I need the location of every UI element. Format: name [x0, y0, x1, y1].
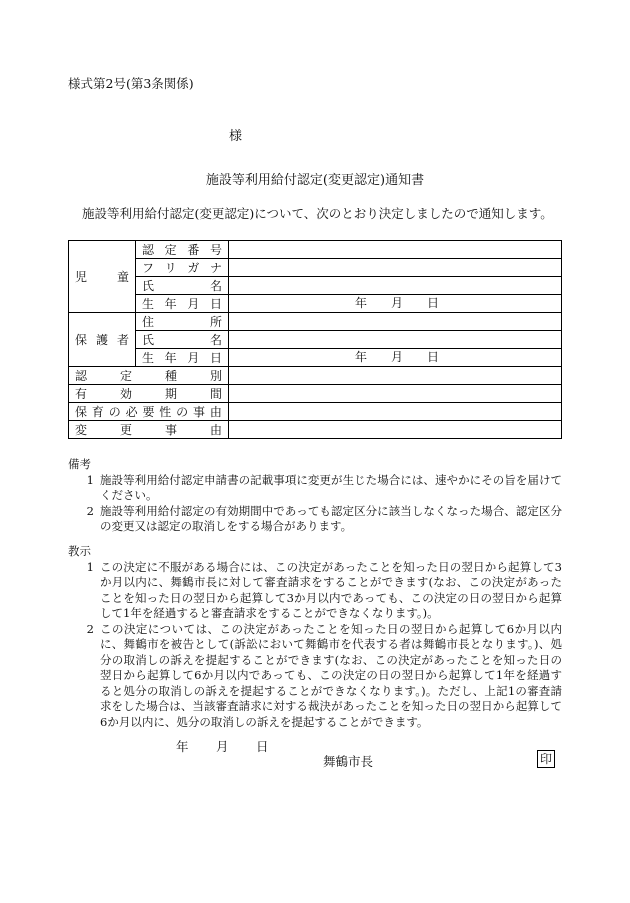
seal-stamp: 印 [537, 750, 555, 768]
row-label-guardian-name: 氏 名 [136, 331, 229, 349]
value-address [229, 313, 562, 331]
row-label-child-name: 氏 名 [136, 277, 229, 295]
value-furigana [229, 259, 562, 277]
table-row [69, 277, 562, 295]
issuer-name: 舞鶴市長 [323, 754, 374, 769]
issue-date: 年 月 日 [176, 739, 269, 754]
value-valid-period [229, 385, 562, 403]
row-label-furigana: フ リ ガ ナ [136, 259, 229, 277]
row-label-cert-type: 認 定 種 別 [69, 367, 229, 385]
list-item: 2 この決定については、この決定があったことを知った日の翌日から起算して6か月以内に、舞鶴市を被告として(訴訟において舞鶴市を代表する者は舞鶴市長となります。)、処分の取消しの訴えを提起することができます(なお、この決定があったことを知った日の翌日から起算して6か月以内であっても、この決定の日の翌日から起算して1年を経過すると処分の取消しの訴えを提起することができなくなります。)。ただし、上記1の審査請求をした場合は、当該審査請求に対する裁決があったことを知った日の翌日から起算して6か月以内に、処分の取消しの訴えを提起することができます。 [86, 621, 562, 729]
value-childcare-reason [229, 403, 562, 421]
row-label-childcare-reason: 保 育 の 必 要 性 の 事 由 [69, 403, 229, 421]
table-row [69, 259, 562, 277]
table-row [69, 313, 562, 331]
notice-section [68, 544, 562, 730]
list-item: 1 この決定に不服がある場合には、この決定があったことを知った日の翌日から起算して3か月以内に、舞鶴市長に対して審査請求をすることができます(なお、この決定があったことを知った日の翌日から起算して3か月以内であっても、この決定の日の翌日から起算して1年を経過すると審査請求をすることができなくなります。)。 [86, 559, 562, 620]
table-row [69, 295, 562, 313]
value-cert-type [229, 367, 562, 385]
table-row [69, 403, 562, 421]
table-row [69, 385, 562, 403]
value-change-reason [229, 421, 562, 439]
value-child-birthdate: 年 月 日 [229, 295, 562, 313]
form-number: 様式第2号(第3条関係) [68, 76, 194, 91]
row-label-change-reason: 変 更 事 由 [69, 421, 229, 439]
remarks-section [68, 457, 562, 535]
remarks-heading: 備考 [68, 457, 91, 471]
group-label-guardian: 保 護 者 [69, 313, 136, 367]
value-child-name [229, 277, 562, 295]
row-label-cert-number: 認 定 番 号 [136, 241, 229, 259]
lead-text: 施設等利用給付認定(変更認定)について、次のとおり決定しましたので通知します。 [82, 206, 553, 221]
value-guardian-birthdate: 年 月 日 [229, 349, 562, 367]
table-row [69, 331, 562, 349]
group-label-child: 児 童 [69, 241, 136, 313]
row-label-address: 住 所 [136, 313, 229, 331]
notification-table [68, 240, 562, 439]
notice-heading: 教示 [68, 544, 91, 558]
addressee-suffix: 様 [229, 129, 243, 144]
list-item: 2 施設等利用給付認定の有効期間中であっても認定区分に該当しなくなった場合、認定区分の変更又は認定の取消しをする場合があります。 [86, 503, 562, 533]
row-label-child-birthdate: 生 年 月 日 [136, 295, 229, 313]
document-title: 施設等利用給付認定(変更認定)通知書 [205, 173, 425, 188]
table-row [69, 367, 562, 385]
value-cert-number [229, 241, 562, 259]
row-label-guardian-birthdate: 生 年 月 日 [136, 349, 229, 367]
row-label-valid-period: 有 効 期 間 [69, 385, 229, 403]
table-row [69, 349, 562, 367]
value-guardian-name [229, 331, 562, 349]
list-item: 1 施設等利用給付認定申請書の記載事項に変更が生じた場合には、速やかにその旨を届けてください。 [86, 472, 562, 502]
table-row [69, 241, 562, 259]
table-row [69, 421, 562, 439]
